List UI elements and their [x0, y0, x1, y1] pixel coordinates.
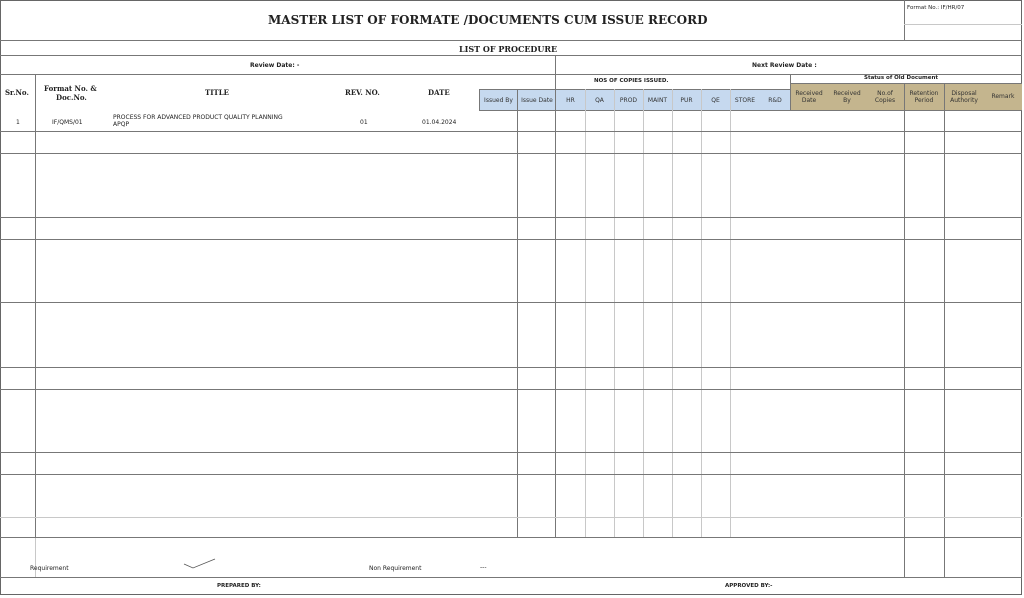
grid-h-row10 — [0, 517, 1022, 518]
grid-v-prod — [643, 89, 644, 538]
row-rev: 01 — [360, 119, 368, 126]
check-mark-icon — [183, 558, 217, 570]
format-number: Format No.: IF/HR/07 — [907, 5, 965, 11]
col-received-by: Received By — [828, 83, 866, 110]
grid-v-qa — [614, 89, 615, 538]
grid-v-qe — [730, 89, 731, 538]
col-date: DATE — [428, 88, 450, 97]
col-dept-rnd: R&D — [760, 90, 790, 110]
col-rev-no: REV. NO. — [345, 88, 380, 97]
grid-h-footer — [0, 577, 1022, 578]
copies-header-line — [479, 89, 790, 90]
grid-v-maint — [672, 89, 673, 538]
col-received-date: Received Date — [790, 83, 828, 110]
status-header-line — [790, 83, 1022, 84]
list-title-line — [0, 55, 1022, 56]
grid-v-issued — [517, 89, 518, 538]
prepared-by: PREPARED BY: — [217, 583, 261, 589]
grid-h-row7 — [0, 389, 1022, 390]
grid-v-pur — [701, 89, 702, 538]
grid-h-row1 — [0, 131, 1022, 132]
grid-v-issue-date — [555, 74, 556, 538]
next-review-date: Next Review Date : — [752, 62, 817, 69]
col-remark: Remark — [984, 83, 1022, 110]
col-dept-hr: HR — [556, 90, 585, 110]
row-title-line1: PROCESS FOR ADVANCED PRODUCT QUALITY PLANNING — [113, 114, 283, 121]
col-dept-store: STORE — [730, 90, 760, 110]
grid-h-row5 — [0, 302, 1022, 303]
format-box-line — [904, 24, 1022, 25]
grid-v-disposal — [944, 83, 945, 578]
col-dept-maint: MAINT — [643, 90, 672, 110]
grid-h-row6 — [0, 367, 1022, 368]
grid-h-row8 — [0, 452, 1022, 453]
copies-issued-header: NOS OF COPIES ISSUED. — [594, 78, 669, 84]
col-dept-qe: QE — [701, 90, 730, 110]
list-title: LIST OF PROCEDURE — [459, 44, 558, 54]
col-format-no-line2: Doc.No. — [56, 93, 87, 102]
document-title: MASTER LIST OF FORMATE /DOCUMENTS CUM ISSUE RECORD — [268, 13, 708, 27]
grid-v-hr — [585, 89, 586, 538]
row-title-line2: APQP — [113, 121, 130, 128]
grid-v-status-left — [790, 74, 791, 110]
col-issued-by: Issued By — [479, 90, 518, 110]
requirement-label: Requirement — [30, 565, 69, 572]
title-bottom-line — [0, 40, 1022, 41]
row-sr: 1 — [16, 119, 20, 126]
grid-h-row2 — [0, 153, 1022, 154]
col-dept-prod: PROD — [614, 90, 643, 110]
col-issue-date: Issue Date — [518, 90, 556, 110]
col-dept-pur: PUR — [672, 90, 701, 110]
review-date: Review Date: - — [250, 62, 300, 69]
format-box-divider — [904, 0, 905, 40]
non-requirement-label: Non Requirement — [369, 565, 422, 572]
row-date: 01.04.2024 — [422, 119, 457, 126]
grid-v-sr — [35, 74, 36, 577]
grid-h-row4 — [0, 239, 1022, 240]
col-dept-qa: QA — [585, 90, 614, 110]
col-no-of-copies: No.of Copies — [866, 83, 904, 110]
approved-by: APPROVED BY:- — [725, 583, 773, 589]
status-old-header: Status of Old Document — [864, 75, 939, 81]
grid-v-retention — [904, 83, 905, 578]
grid-h-row11 — [0, 537, 1022, 538]
col-retention-period: Retention Period — [904, 83, 944, 110]
col-sr-no: Sr.No. — [5, 88, 29, 97]
col-title: TITLE — [205, 88, 229, 97]
header-bottom-line — [479, 110, 1022, 111]
review-divider — [555, 55, 556, 74]
col-disposal-authority: Disposal Authority — [944, 83, 984, 110]
non-requirement-mark: --- — [480, 564, 487, 571]
grid-h-row9 — [0, 474, 1022, 475]
grid-v-copies-left — [479, 89, 480, 110]
row-doc-no: IF/QMS/01 — [52, 119, 83, 126]
col-format-no-line1: Format No. & — [44, 84, 97, 93]
grid-h-row3 — [0, 217, 1022, 218]
